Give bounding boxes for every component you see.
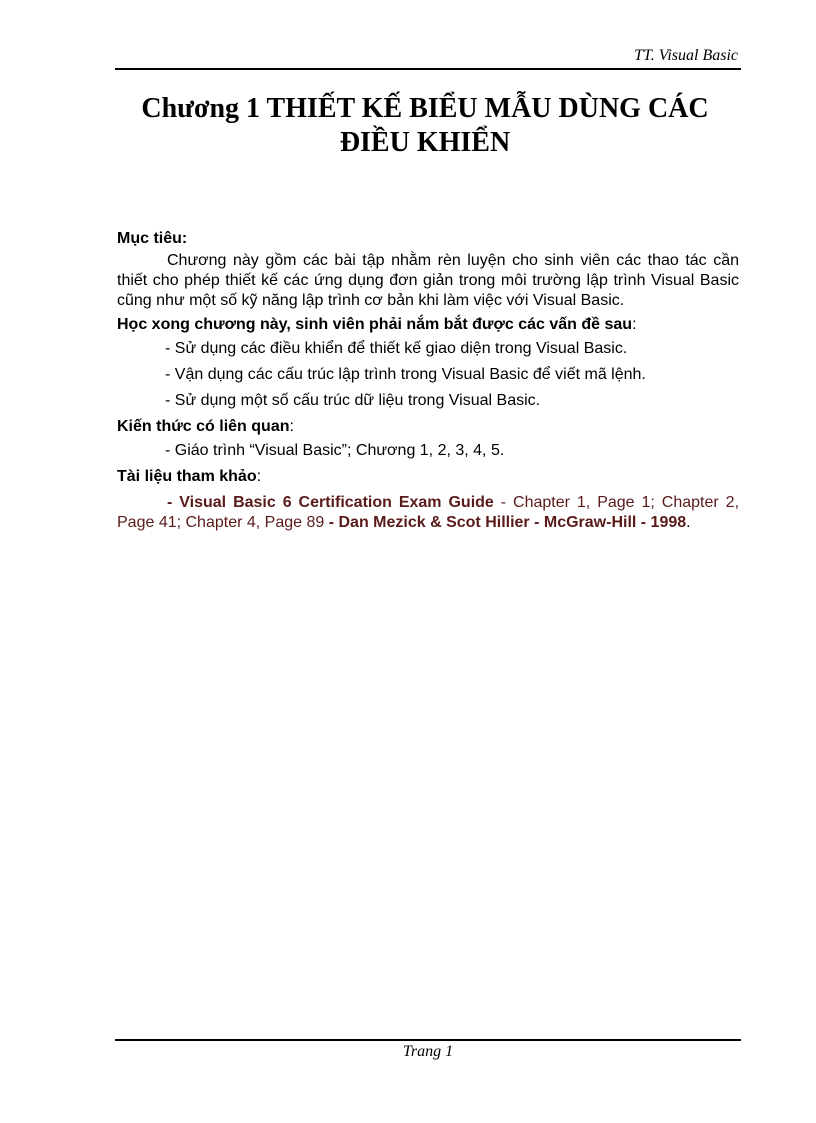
knowledge-item: - Giáo trình “Visual Basic”; Chương 1, 2, 3, 4, 5. [165, 442, 505, 459]
outcomes-heading [117, 315, 739, 335]
references-heading [117, 467, 739, 487]
chapter-title-line2: ĐIỀU KHIỂN [339, 127, 511, 158]
reference-book: Visual Basic 6 Certification Exam Guide [179, 494, 494, 511]
knowledge-heading-text: Kiến thức có liên quan [117, 418, 290, 435]
reference-sep2: - [324, 514, 339, 531]
page-number: Trang 1 [402, 1043, 454, 1060]
outcomes-heading-colon: : [632, 316, 637, 333]
reference-end: . [686, 514, 691, 531]
reference-entry [117, 493, 739, 533]
reference-sep3: - [529, 514, 544, 531]
outcome-item: - Vận dụng các cấu trúc lập trình trong Visual Basic để viết mã lệnh. [165, 366, 646, 383]
knowledge-heading-colon: : [289, 418, 294, 435]
references-heading-text: Tài liệu tham khảo [117, 468, 257, 485]
objectives-body: Chương này gồm các bài tập nhằm rèn luyện cho sinh viên các thao tác cần thiết cho phép thiết kế các ứng dụng đơn giản trong môi trường lập trình Visual Basic cũng như một số kỹ năng lập trình cơ bản khi làm việc với Visual Basic. [117, 252, 739, 309]
chapter-title-line1: Chương 1 THIẾT KẾ BIỂU MẪU DÙNG CÁC [141, 93, 709, 124]
reference-publisher: McGraw-Hill - 1998 [543, 514, 687, 531]
objectives-heading: Mục tiêu: [117, 230, 188, 247]
outcome-item: - Sử dụng một số cấu trúc dữ liệu trong Visual Basic. [165, 392, 541, 409]
header-title: TT. Visual Basic [634, 47, 738, 64]
outcomes-heading-text: Học xong chương này, sinh viên phải nắm bắt được các vấn đề sau [117, 316, 633, 333]
reference-sep1: - [493, 494, 514, 511]
reference-pages: Chapter 1, Page 1; Chapter 2, Page 41; Chapter 4, Page 89 [117, 494, 740, 531]
chapter-title [100, 92, 750, 160]
reference-dash: - [167, 494, 180, 511]
references-heading-colon: : [256, 468, 262, 485]
outcome-item: - Sử dụng các điều khiển để thiết kế giao diện trong Visual Basic. [165, 340, 628, 357]
reference-authors: Dan Mezick & Scot Hillier [338, 514, 530, 531]
knowledge-heading [117, 417, 739, 437]
footer-rule [115, 1039, 741, 1041]
page-content [117, 225, 739, 533]
header-rule [115, 68, 741, 70]
